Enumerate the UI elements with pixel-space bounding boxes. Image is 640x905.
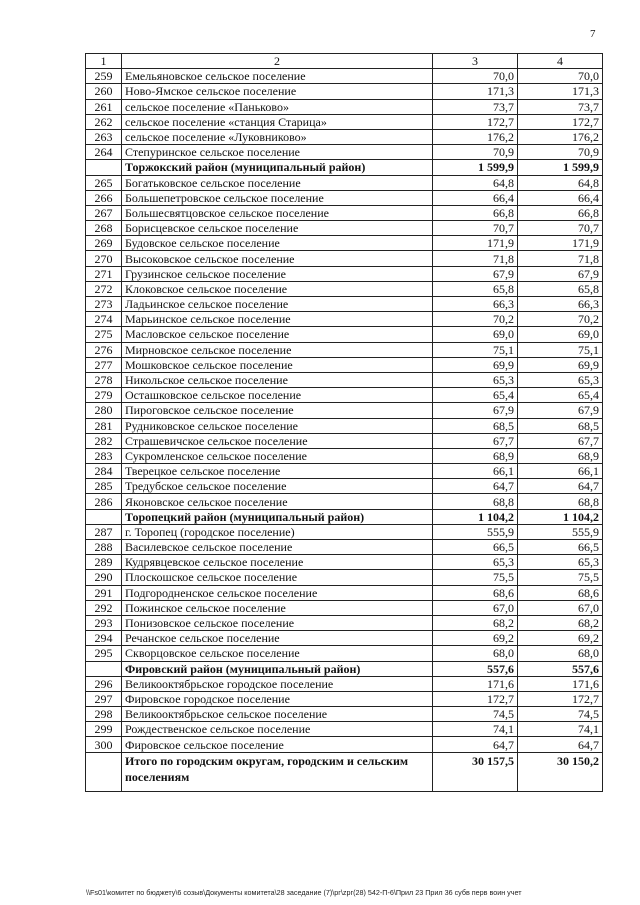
table-row <box>86 251 603 266</box>
settlement-name-cell: Мошковское сельское поселение <box>122 357 433 372</box>
value-col3-cell: 66,5 <box>433 540 518 555</box>
settlement-name-cell: Фировское городское поселение <box>122 691 433 706</box>
settlement-name-cell: Сукромленское сельское поселение <box>122 448 433 463</box>
value-col4-cell: 176,2 <box>518 129 603 144</box>
header-cell: 3 <box>433 54 518 69</box>
value-col4-cell: 68,9 <box>518 448 603 463</box>
table-row <box>86 175 603 190</box>
value-col3-cell: 75,5 <box>433 570 518 585</box>
value-col3-cell: 70,2 <box>433 312 518 327</box>
table-row <box>86 707 603 722</box>
settlement-name-cell: Богатьковское сельское поселение <box>122 175 433 190</box>
table-row <box>86 114 603 129</box>
value-col4-cell: 73,7 <box>518 99 603 114</box>
table-row <box>86 281 603 296</box>
value-col4-cell: 74,1 <box>518 722 603 737</box>
table-row <box>86 524 603 539</box>
row-number-cell: 299 <box>86 722 122 737</box>
settlement-name-cell: Ново-Ямское сельское поселение <box>122 84 433 99</box>
settlement-name-cell: Фировское сельское поселение <box>122 737 433 752</box>
settlement-name-cell: сельское поселение «станция Старица» <box>122 114 433 129</box>
settlement-name-cell: Страшевичское сельское поселение <box>122 433 433 448</box>
row-number-cell: 286 <box>86 494 122 509</box>
value-col3-cell: 557,6 <box>433 661 518 676</box>
settlement-name-cell: Клоковское сельское поселение <box>122 281 433 296</box>
table-row <box>86 327 603 342</box>
value-col3-cell: 65,8 <box>433 281 518 296</box>
value-col4-cell: 65,8 <box>518 281 603 296</box>
row-number-cell: 272 <box>86 281 122 296</box>
row-number-cell: 263 <box>86 129 122 144</box>
row-number-cell: 294 <box>86 631 122 646</box>
value-col3-cell: 64,7 <box>433 479 518 494</box>
value-col3-cell: 66,4 <box>433 190 518 205</box>
settlement-name-cell: Торжокский район (муниципальный район) <box>122 160 433 175</box>
table-row <box>86 646 603 661</box>
value-col4-cell: 67,9 <box>518 403 603 418</box>
value-col4-cell: 66,5 <box>518 540 603 555</box>
value-col4-cell: 70,2 <box>518 312 603 327</box>
settlement-name-cell: Степуринское сельское поселение <box>122 145 433 160</box>
table-row <box>86 676 603 691</box>
row-number-cell: 288 <box>86 540 122 555</box>
row-number-cell: 260 <box>86 84 122 99</box>
value-col4-cell: 65,3 <box>518 372 603 387</box>
value-col4-cell: 171,9 <box>518 236 603 251</box>
value-col3-cell: 68,2 <box>433 615 518 630</box>
value-col4-cell: 172,7 <box>518 114 603 129</box>
table-row <box>86 615 603 630</box>
value-col3-cell: 75,1 <box>433 342 518 357</box>
table-row <box>86 418 603 433</box>
value-col4-cell: 64,7 <box>518 479 603 494</box>
value-col3-cell: 172,7 <box>433 114 518 129</box>
value-col3-cell: 555,9 <box>433 524 518 539</box>
page-number: 7 <box>590 28 596 40</box>
value-col4-cell: 66,1 <box>518 464 603 479</box>
value-col3-cell: 67,9 <box>433 266 518 281</box>
row-number-cell: 277 <box>86 357 122 372</box>
settlement-name-cell: Борисцевское сельское поселение <box>122 221 433 236</box>
row-number-cell: 292 <box>86 600 122 615</box>
settlement-name-cell: Кудрявцевское сельское поселение <box>122 555 433 570</box>
row-number-cell: 298 <box>86 707 122 722</box>
row-number-cell: 282 <box>86 433 122 448</box>
row-number-cell: 278 <box>86 372 122 387</box>
table-row <box>86 357 603 372</box>
settlement-name-cell: Скворцовское сельское поселение <box>122 646 433 661</box>
settlement-name-cell: Будовское сельское поселение <box>122 236 433 251</box>
row-number-cell <box>86 160 122 175</box>
row-number-cell: 264 <box>86 145 122 160</box>
value-col3-cell: 65,3 <box>433 372 518 387</box>
row-number-cell: 270 <box>86 251 122 266</box>
settlement-name-cell: Большесвятцовское сельское поселение <box>122 205 433 220</box>
value-col4-cell: 67,9 <box>518 266 603 281</box>
settlement-name-cell: сельское поселение «Луковниково» <box>122 129 433 144</box>
table-row <box>86 585 603 600</box>
row-number-cell: 266 <box>86 190 122 205</box>
file-path-footer: \\Fs01\комитет по бюджету\6 созыв\Документы комитета\28 заседание (7)\рг\zрг(28) 542-П-6\Прил 23 Прил 36 субв перв воин учет <box>86 888 522 897</box>
settlement-name-cell: Тредубское сельское поселение <box>122 479 433 494</box>
value-col3-cell: 1 104,2 <box>433 509 518 524</box>
row-number-cell: 300 <box>86 737 122 752</box>
row-number-cell: 291 <box>86 585 122 600</box>
value-col4-cell: 64,8 <box>518 175 603 190</box>
total-col3-cell: 30 157,5 <box>433 752 518 791</box>
settlement-name-cell: Фировский район (муниципальный район) <box>122 661 433 676</box>
total-row <box>86 752 603 791</box>
settlement-name-cell: Великооктябрьское городское поселение <box>122 676 433 691</box>
table-row <box>86 494 603 509</box>
table-row <box>86 69 603 84</box>
table-row <box>86 145 603 160</box>
total-label-cell: Итого по городским округам, городским и сельским поселениям <box>122 752 433 791</box>
value-col4-cell: 1 104,2 <box>518 509 603 524</box>
value-col3-cell: 68,9 <box>433 448 518 463</box>
row-number-cell: 274 <box>86 312 122 327</box>
value-col4-cell: 68,6 <box>518 585 603 600</box>
table-row <box>86 691 603 706</box>
settlement-name-cell: Понизовское сельское поселение <box>122 615 433 630</box>
table-row <box>86 84 603 99</box>
value-col4-cell: 70,9 <box>518 145 603 160</box>
row-number-cell: 267 <box>86 205 122 220</box>
value-col4-cell: 75,1 <box>518 342 603 357</box>
row-number-cell: 262 <box>86 114 122 129</box>
row-number-cell: 295 <box>86 646 122 661</box>
value-col3-cell: 65,3 <box>433 555 518 570</box>
settlement-name-cell: Масловское сельское поселение <box>122 327 433 342</box>
table-row <box>86 570 603 585</box>
table-row <box>86 205 603 220</box>
row-number-cell: 281 <box>86 418 122 433</box>
row-number-cell: 268 <box>86 221 122 236</box>
table-row <box>86 129 603 144</box>
row-number-cell: 279 <box>86 388 122 403</box>
value-col4-cell: 67,7 <box>518 433 603 448</box>
value-col4-cell: 68,8 <box>518 494 603 509</box>
value-col3-cell: 64,7 <box>433 737 518 752</box>
value-col4-cell: 68,5 <box>518 418 603 433</box>
settlement-name-cell: Яконовское сельское поселение <box>122 494 433 509</box>
district-row <box>86 661 603 676</box>
row-number-cell: 297 <box>86 691 122 706</box>
value-col4-cell: 68,2 <box>518 615 603 630</box>
total-empty-cell <box>86 752 122 791</box>
value-col3-cell: 68,5 <box>433 418 518 433</box>
table-row <box>86 312 603 327</box>
value-col4-cell: 74,5 <box>518 707 603 722</box>
row-number-cell: 265 <box>86 175 122 190</box>
table-row <box>86 722 603 737</box>
settlement-name-cell: Речанское сельское поселение <box>122 631 433 646</box>
row-number-cell: 261 <box>86 99 122 114</box>
value-col4-cell: 70,7 <box>518 221 603 236</box>
settlement-name-cell: Василевское сельское поселение <box>122 540 433 555</box>
settlement-name-cell: Плоскошское сельское поселение <box>122 570 433 585</box>
settlement-name-cell: Рудниковское сельское поселение <box>122 418 433 433</box>
table-row <box>86 388 603 403</box>
settlement-name-cell: Пожинское сельское поселение <box>122 600 433 615</box>
value-col4-cell: 68,0 <box>518 646 603 661</box>
value-col3-cell: 68,8 <box>433 494 518 509</box>
row-number-cell: 283 <box>86 448 122 463</box>
row-number-cell: 293 <box>86 615 122 630</box>
value-col3-cell: 70,7 <box>433 221 518 236</box>
value-col3-cell: 67,0 <box>433 600 518 615</box>
value-col3-cell: 67,7 <box>433 433 518 448</box>
settlement-name-cell: Грузинское сельское поселение <box>122 266 433 281</box>
value-col3-cell: 171,9 <box>433 236 518 251</box>
table-row <box>86 479 603 494</box>
table-row <box>86 737 603 752</box>
table-row <box>86 99 603 114</box>
total-col4-cell: 30 150,2 <box>518 752 603 791</box>
row-number-cell: 271 <box>86 266 122 281</box>
value-col3-cell: 69,0 <box>433 327 518 342</box>
row-number-cell <box>86 509 122 524</box>
table-row <box>86 540 603 555</box>
row-number-cell: 273 <box>86 297 122 312</box>
row-number-cell: 296 <box>86 676 122 691</box>
header-cell: 2 <box>122 54 433 69</box>
header-cell: 4 <box>518 54 603 69</box>
row-number-cell: 285 <box>86 479 122 494</box>
row-number-cell: 259 <box>86 69 122 84</box>
settlement-name-cell: Ладьинское сельское поселение <box>122 297 433 312</box>
value-col4-cell: 171,6 <box>518 676 603 691</box>
value-col3-cell: 71,8 <box>433 251 518 266</box>
value-col3-cell: 1 599,9 <box>433 160 518 175</box>
value-col4-cell: 172,7 <box>518 691 603 706</box>
value-col3-cell: 176,2 <box>433 129 518 144</box>
settlement-name-cell: Мирновское сельское поселение <box>122 342 433 357</box>
row-number-cell: 280 <box>86 403 122 418</box>
table-row <box>86 236 603 251</box>
row-number-cell: 290 <box>86 570 122 585</box>
allocation-table <box>85 53 603 792</box>
value-col4-cell: 171,3 <box>518 84 603 99</box>
value-col3-cell: 68,6 <box>433 585 518 600</box>
value-col4-cell: 555,9 <box>518 524 603 539</box>
value-col4-cell: 69,2 <box>518 631 603 646</box>
table-row <box>86 221 603 236</box>
table-row <box>86 266 603 281</box>
settlement-name-cell: Высоковское сельское поселение <box>122 251 433 266</box>
table-row <box>86 342 603 357</box>
district-row <box>86 509 603 524</box>
settlement-name-cell: Никольское сельское поселение <box>122 372 433 387</box>
table-row <box>86 372 603 387</box>
row-number-cell <box>86 661 122 676</box>
value-col3-cell: 171,3 <box>433 84 518 99</box>
row-number-cell: 287 <box>86 524 122 539</box>
value-col4-cell: 67,0 <box>518 600 603 615</box>
value-col3-cell: 74,1 <box>433 722 518 737</box>
value-col4-cell: 69,9 <box>518 357 603 372</box>
value-col4-cell: 70,0 <box>518 69 603 84</box>
table-row <box>86 600 603 615</box>
value-col3-cell: 69,2 <box>433 631 518 646</box>
table-row <box>86 448 603 463</box>
value-col4-cell: 69,0 <box>518 327 603 342</box>
value-col3-cell: 66,1 <box>433 464 518 479</box>
value-col3-cell: 66,3 <box>433 297 518 312</box>
settlement-name-cell: Марьинское сельское поселение <box>122 312 433 327</box>
value-col4-cell: 71,8 <box>518 251 603 266</box>
value-col3-cell: 172,7 <box>433 691 518 706</box>
value-col4-cell: 66,8 <box>518 205 603 220</box>
settlement-name-cell: Рождественское сельское поселение <box>122 722 433 737</box>
row-number-cell: 289 <box>86 555 122 570</box>
settlement-name-cell: Торопецкий район (муниципальный район) <box>122 509 433 524</box>
value-col3-cell: 171,6 <box>433 676 518 691</box>
header-cell: 1 <box>86 54 122 69</box>
value-col3-cell: 67,9 <box>433 403 518 418</box>
settlement-name-cell: сельское поселение «Паньково» <box>122 99 433 114</box>
value-col3-cell: 66,8 <box>433 205 518 220</box>
settlement-name-cell: Тверецкое сельское поселение <box>122 464 433 479</box>
row-number-cell: 269 <box>86 236 122 251</box>
header-row <box>86 54 603 69</box>
settlement-name-cell: Осташковское сельское поселение <box>122 388 433 403</box>
value-col3-cell: 64,8 <box>433 175 518 190</box>
value-col4-cell: 65,4 <box>518 388 603 403</box>
value-col4-cell: 66,4 <box>518 190 603 205</box>
settlement-name-cell: Пироговское сельское поселение <box>122 403 433 418</box>
value-col4-cell: 75,5 <box>518 570 603 585</box>
value-col4-cell: 557,6 <box>518 661 603 676</box>
value-col3-cell: 74,5 <box>433 707 518 722</box>
settlement-name-cell: Подгородненское сельское поселение <box>122 585 433 600</box>
row-number-cell: 284 <box>86 464 122 479</box>
value-col3-cell: 73,7 <box>433 99 518 114</box>
value-col3-cell: 69,9 <box>433 357 518 372</box>
settlement-name-cell: г. Торопец (городское поселение) <box>122 524 433 539</box>
value-col4-cell: 1 599,9 <box>518 160 603 175</box>
table-row <box>86 297 603 312</box>
row-number-cell: 275 <box>86 327 122 342</box>
value-col3-cell: 68,0 <box>433 646 518 661</box>
settlement-name-cell: Емельяновское сельское поселение <box>122 69 433 84</box>
district-row <box>86 160 603 175</box>
settlement-name-cell: Большепетровское сельское поселение <box>122 190 433 205</box>
value-col4-cell: 64,7 <box>518 737 603 752</box>
value-col3-cell: 65,4 <box>433 388 518 403</box>
table-row <box>86 433 603 448</box>
value-col4-cell: 65,3 <box>518 555 603 570</box>
value-col3-cell: 70,9 <box>433 145 518 160</box>
table-row <box>86 555 603 570</box>
row-number-cell: 276 <box>86 342 122 357</box>
table-row <box>86 190 603 205</box>
table-row <box>86 464 603 479</box>
table-row <box>86 403 603 418</box>
settlement-name-cell: Великооктябрьское сельское поселение <box>122 707 433 722</box>
value-col3-cell: 70,0 <box>433 69 518 84</box>
value-col4-cell: 66,3 <box>518 297 603 312</box>
table-row <box>86 631 603 646</box>
